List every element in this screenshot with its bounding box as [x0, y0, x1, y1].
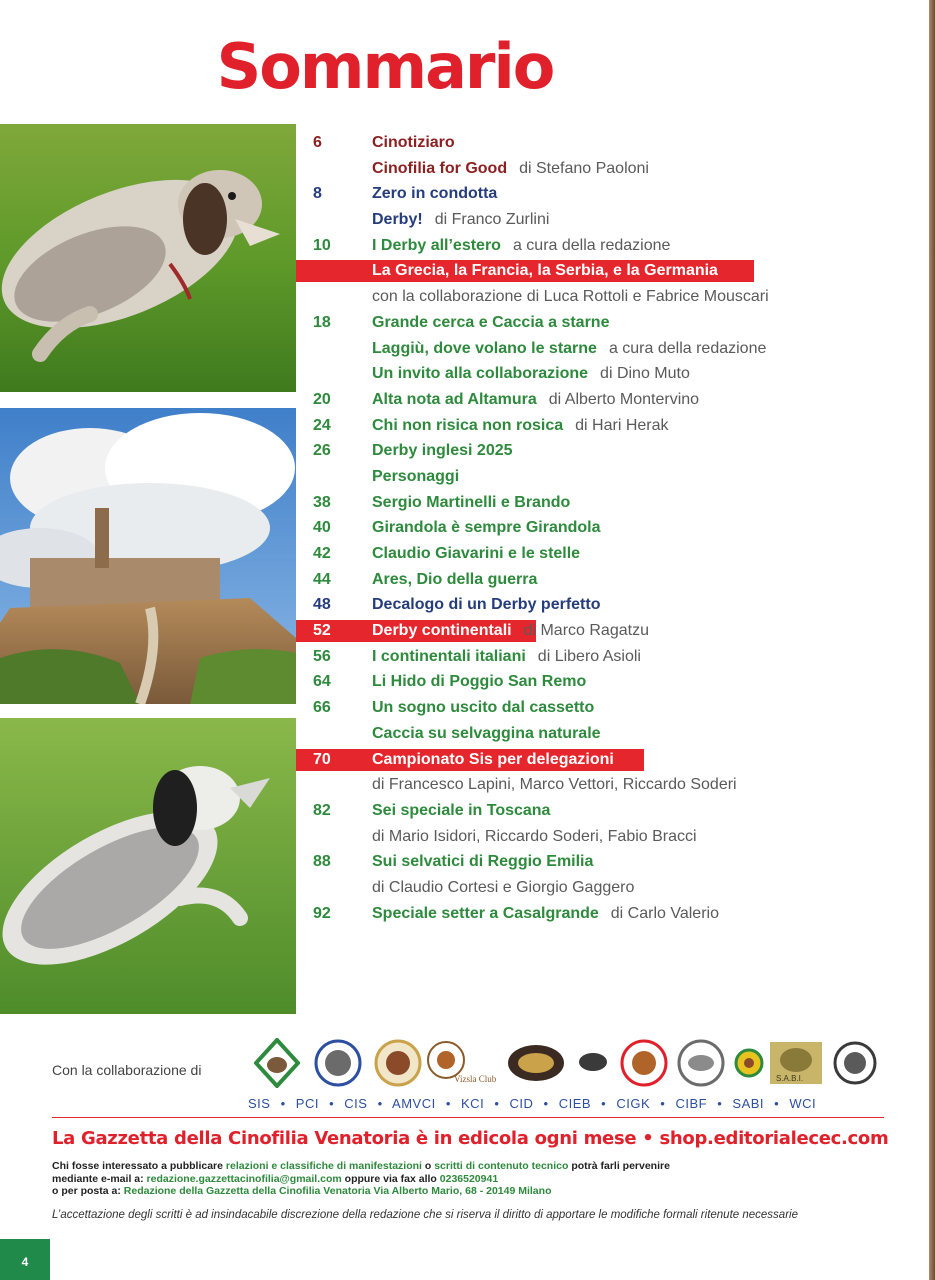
- toc-page-number: 56: [313, 647, 331, 665]
- toc-entry: [372, 747, 614, 773]
- toc-title: Chi non risica non rosica: [372, 416, 564, 434]
- toc-row[interactable]: [296, 387, 916, 413]
- collaboration-label: Con la collaborazione di: [52, 1062, 202, 1078]
- toc-row[interactable]: [296, 567, 916, 593]
- toc-row[interactable]: [296, 515, 916, 541]
- vizsla-club-logo-text: Vizsla Club: [454, 1074, 497, 1084]
- toc-entry: [372, 413, 669, 439]
- toc-author: di Franco Zurlini: [434, 211, 550, 229]
- toc-page-number: 66: [313, 699, 331, 717]
- toc-author: di Carlo Valerio: [610, 904, 719, 922]
- toc-title: Zero in condotta: [372, 185, 498, 203]
- toc-title: Cinotiziaro: [372, 134, 455, 151]
- logo-label: KCI: [461, 1096, 485, 1111]
- toc-entry: [372, 336, 766, 362]
- toc-author: di Alberto Montervino: [548, 390, 700, 408]
- toc-author: di Mario Isidori, Riccardo Soderi, Fabio Bracci: [372, 827, 697, 845]
- submission-info: [52, 1160, 670, 1198]
- toc-title: Derby!: [372, 211, 423, 229]
- promo-text: La Gazzetta della Cinofilia Venatoria è in edicola ogni mese: [52, 1128, 637, 1149]
- toc-entry: [372, 361, 690, 387]
- toc-entry: [372, 233, 670, 259]
- toc-entry: [372, 181, 497, 207]
- cibf-logo: [732, 1038, 766, 1088]
- toc-title: La Grecia, la Francia, la Serbia, e la Germania: [372, 262, 718, 280]
- toc-author: di Francesco Lapini, Marco Vettori, Riccardo Soderi: [372, 776, 737, 794]
- toc-page-number: 18: [313, 313, 331, 331]
- fax-number: 0236520941: [439, 1172, 499, 1185]
- toc-title: Un invito alla collaborazione: [372, 365, 589, 383]
- table-of-contents: [296, 130, 916, 926]
- toc-row[interactable]: [296, 541, 916, 567]
- cieb-logo: [620, 1038, 668, 1088]
- promo-separator: •: [642, 1128, 654, 1149]
- toc-row[interactable]: [296, 747, 916, 773]
- toc-entry: [372, 798, 550, 824]
- toc-author: di Libero Asioli: [537, 647, 641, 665]
- toc-entry: [372, 824, 697, 850]
- logo-label: CIBF: [675, 1096, 708, 1111]
- toc-page-number: 44: [313, 570, 331, 588]
- info-text: o: [421, 1160, 435, 1172]
- toc-row[interactable]: [296, 901, 916, 927]
- info-line-1: [52, 1160, 670, 1173]
- page-number: 4: [0, 1239, 50, 1280]
- toc-page-number: 20: [313, 390, 331, 408]
- logo-label: CID: [509, 1096, 534, 1111]
- info-text: oppure via fax allo: [341, 1172, 440, 1185]
- toc-title: Caccia su selvaggina naturale: [372, 724, 601, 742]
- amvci-logo: [424, 1038, 502, 1088]
- toc-entry: [372, 721, 601, 747]
- toc-row[interactable]: [296, 336, 916, 362]
- pci-logo: [314, 1038, 362, 1088]
- photo-running-dog: [0, 124, 296, 392]
- toc-title: Derby inglesi 2025: [372, 442, 513, 460]
- page-title: Sommario: [216, 30, 554, 103]
- info-text: Chi fosse interessato a pubblicare: [52, 1160, 226, 1172]
- toc-page-number: 70: [313, 750, 331, 768]
- club-logo-labels: [248, 1096, 878, 1111]
- sabi-logo-text: S.A.B.I.: [776, 1074, 804, 1083]
- toc-title: Sui selvatici di Reggio Emilia: [372, 853, 594, 871]
- kci-logo: [506, 1038, 566, 1088]
- toc-title: Grande cerca e Caccia a starne: [372, 313, 610, 331]
- info-highlight: scritti di contenuto tecnico: [434, 1160, 569, 1172]
- toc-entry: [372, 130, 455, 156]
- toc-entry: [372, 875, 634, 901]
- logo-label: SIS: [248, 1096, 271, 1111]
- logo-label: PCI: [295, 1096, 319, 1111]
- toc-row[interactable]: [296, 592, 916, 618]
- toc-page-number: 26: [313, 442, 331, 460]
- toc-entry: [372, 901, 719, 927]
- toc-row[interactable]: [296, 875, 916, 901]
- logo-separator: •: [774, 1096, 780, 1111]
- divider: [52, 1117, 884, 1118]
- toc-row[interactable]: [296, 233, 916, 259]
- toc-author: a cura della redazione: [512, 236, 671, 254]
- info-highlight: relazioni e classifiche di manifestazioni: [225, 1160, 422, 1172]
- toc-entry: [372, 438, 513, 464]
- toc-page-number: 24: [313, 416, 331, 434]
- toc-page-number: 10: [313, 236, 331, 254]
- toc-row[interactable]: [296, 669, 916, 695]
- cis-logo: [374, 1038, 422, 1088]
- cigk-logo: [676, 1038, 726, 1088]
- toc-entry: [372, 156, 649, 182]
- toc-entry: [372, 490, 570, 516]
- toc-row[interactable]: [296, 310, 916, 336]
- toc-entry: [372, 310, 609, 336]
- info-line-2: [52, 1173, 670, 1186]
- toc-title: Alta nota ad Altamura: [372, 390, 537, 408]
- info-text: o per posta a:: [52, 1185, 124, 1197]
- photo-hill-town: [0, 408, 296, 704]
- toc-row[interactable]: [296, 438, 916, 464]
- toc-row[interactable]: [296, 130, 916, 156]
- logo-separator: •: [445, 1096, 451, 1111]
- toc-row[interactable]: [296, 721, 916, 747]
- toc-title: Laggiù, dove volano le starne: [372, 339, 597, 357]
- cid-logo: [570, 1038, 616, 1088]
- toc-row[interactable]: [296, 824, 916, 850]
- logo-separator: •: [660, 1096, 666, 1111]
- postal-address: Redazione della Gazzetta della Cinofilia Venatoria Via Alberto Mario, 68 - 20149 Milano: [123, 1185, 552, 1197]
- toc-title: Cinofilia for Good: [372, 159, 508, 177]
- toc-title: Li Hido di Poggio San Remo: [372, 673, 587, 691]
- toc-entry: [372, 515, 601, 541]
- toc-page-number: 38: [313, 493, 331, 511]
- toc-row[interactable]: [296, 464, 916, 490]
- sabi-logo: [768, 1038, 824, 1088]
- toc-title: Personaggi: [372, 467, 460, 485]
- toc-row[interactable]: [296, 361, 916, 387]
- toc-entry: [372, 387, 699, 413]
- toc-author: di Dino Muto: [600, 365, 690, 383]
- toc-entry: [372, 772, 737, 798]
- sis-logo: [254, 1038, 300, 1088]
- toc-author: di Claudio Cortesi e Giorgio Gaggero: [372, 878, 635, 896]
- toc-entry: [372, 618, 649, 644]
- shop-link[interactable]: shop.editorialecec.com: [659, 1128, 889, 1149]
- toc-entry: [372, 258, 718, 284]
- toc-page-number: 6: [313, 134, 322, 151]
- toc-row[interactable]: [296, 207, 916, 233]
- toc-title: Girandola è sempre Girandola: [372, 519, 601, 537]
- toc-row[interactable]: [296, 181, 916, 207]
- toc-row[interactable]: [296, 284, 916, 310]
- logo-label: AMVCI: [392, 1096, 436, 1111]
- wci-logo: [832, 1038, 878, 1088]
- toc-title: Un sogno uscito dal cassetto: [372, 699, 595, 717]
- toc-author: di Marco Ragatzu: [523, 622, 649, 640]
- toc-title: Campionato Sis per delegazioni: [372, 750, 614, 768]
- toc-entry: [372, 207, 549, 233]
- toc-entry: [372, 849, 593, 875]
- info-text: mediante e-mail a:: [52, 1172, 147, 1185]
- photo-leaping-setter: [0, 718, 296, 1014]
- toc-entry: [372, 541, 580, 567]
- toc-title: Decalogo di un Derby perfetto: [372, 596, 601, 614]
- toc-row[interactable]: [296, 618, 916, 644]
- toc-row[interactable]: [296, 413, 916, 439]
- toc-entry: [372, 695, 594, 721]
- logo-separator: •: [377, 1096, 383, 1111]
- info-text: potrà farli pervenire: [568, 1160, 670, 1172]
- toc-entry: [372, 592, 600, 618]
- promo-line: [52, 1128, 888, 1149]
- toc-entry: [372, 284, 769, 310]
- toc-row[interactable]: [296, 849, 916, 875]
- logo-separator: •: [601, 1096, 607, 1111]
- logo-separator: •: [717, 1096, 723, 1111]
- club-logos: [248, 1038, 878, 1094]
- toc-row[interactable]: [296, 490, 916, 516]
- logo-label: WCI: [789, 1096, 817, 1111]
- toc-author: con la collaborazione di Luca Rottoli e Fabrice Mouscari: [372, 288, 769, 306]
- logo-label: CIEB: [558, 1096, 592, 1111]
- toc-entry: [372, 567, 537, 593]
- info-line-3: [52, 1185, 670, 1198]
- toc-author: di Stefano Paoloni: [519, 159, 649, 177]
- toc-page-number: 92: [313, 904, 331, 922]
- toc-entry: [372, 644, 641, 670]
- toc-page-number: 82: [313, 801, 331, 819]
- email-link[interactable]: redazione.gazzettacinofilia@gmail.com: [146, 1172, 342, 1185]
- logo-separator: •: [280, 1096, 286, 1111]
- toc-title: Sei speciale in Toscana: [372, 801, 551, 819]
- logo-separator: •: [494, 1096, 500, 1111]
- toc-author: a cura della redazione: [608, 339, 767, 357]
- toc-row[interactable]: [296, 644, 916, 670]
- toc-page-number: 40: [313, 519, 331, 537]
- toc-row[interactable]: [296, 258, 916, 284]
- disclaimer-note: L’accettazione degli scritti è ad insindacabile discrezione della redazione che si riserva il diritto di apportare le modifiche formali ritenute necessarie: [52, 1209, 798, 1221]
- logo-separator: •: [329, 1096, 335, 1111]
- logo-label: CIS: [344, 1096, 368, 1111]
- toc-page-number: 64: [313, 673, 331, 691]
- toc-row[interactable]: [296, 772, 916, 798]
- logo-label: SABI: [732, 1096, 765, 1111]
- toc-entry: [372, 669, 586, 695]
- toc-entry: [372, 464, 459, 490]
- toc-page-number: 48: [313, 596, 331, 614]
- toc-title: I Derby all’estero: [372, 236, 501, 254]
- toc-row[interactable]: [296, 695, 916, 721]
- toc-row[interactable]: [296, 156, 916, 182]
- toc-row[interactable]: [296, 798, 916, 824]
- toc-author: di Hari Herak: [575, 416, 669, 434]
- toc-title: Sergio Martinelli e Brando: [372, 493, 571, 511]
- toc-page-number: 88: [313, 853, 331, 871]
- toc-title: Claudio Giavarini e le stelle: [372, 545, 581, 562]
- toc-title: Ares, Dio della guerra: [372, 570, 538, 588]
- toc-title: I continentali italiani: [372, 647, 526, 665]
- toc-page-number: 52: [313, 622, 331, 640]
- page-edge: [929, 0, 935, 1280]
- logo-separator: •: [543, 1096, 549, 1111]
- toc-title: Speciale setter a Casalgrande: [372, 904, 599, 922]
- toc-page-number: 42: [313, 545, 331, 562]
- toc-page-number: 8: [313, 185, 322, 203]
- toc-title: Derby continentali: [372, 622, 512, 640]
- logo-label: CIGK: [616, 1096, 651, 1111]
